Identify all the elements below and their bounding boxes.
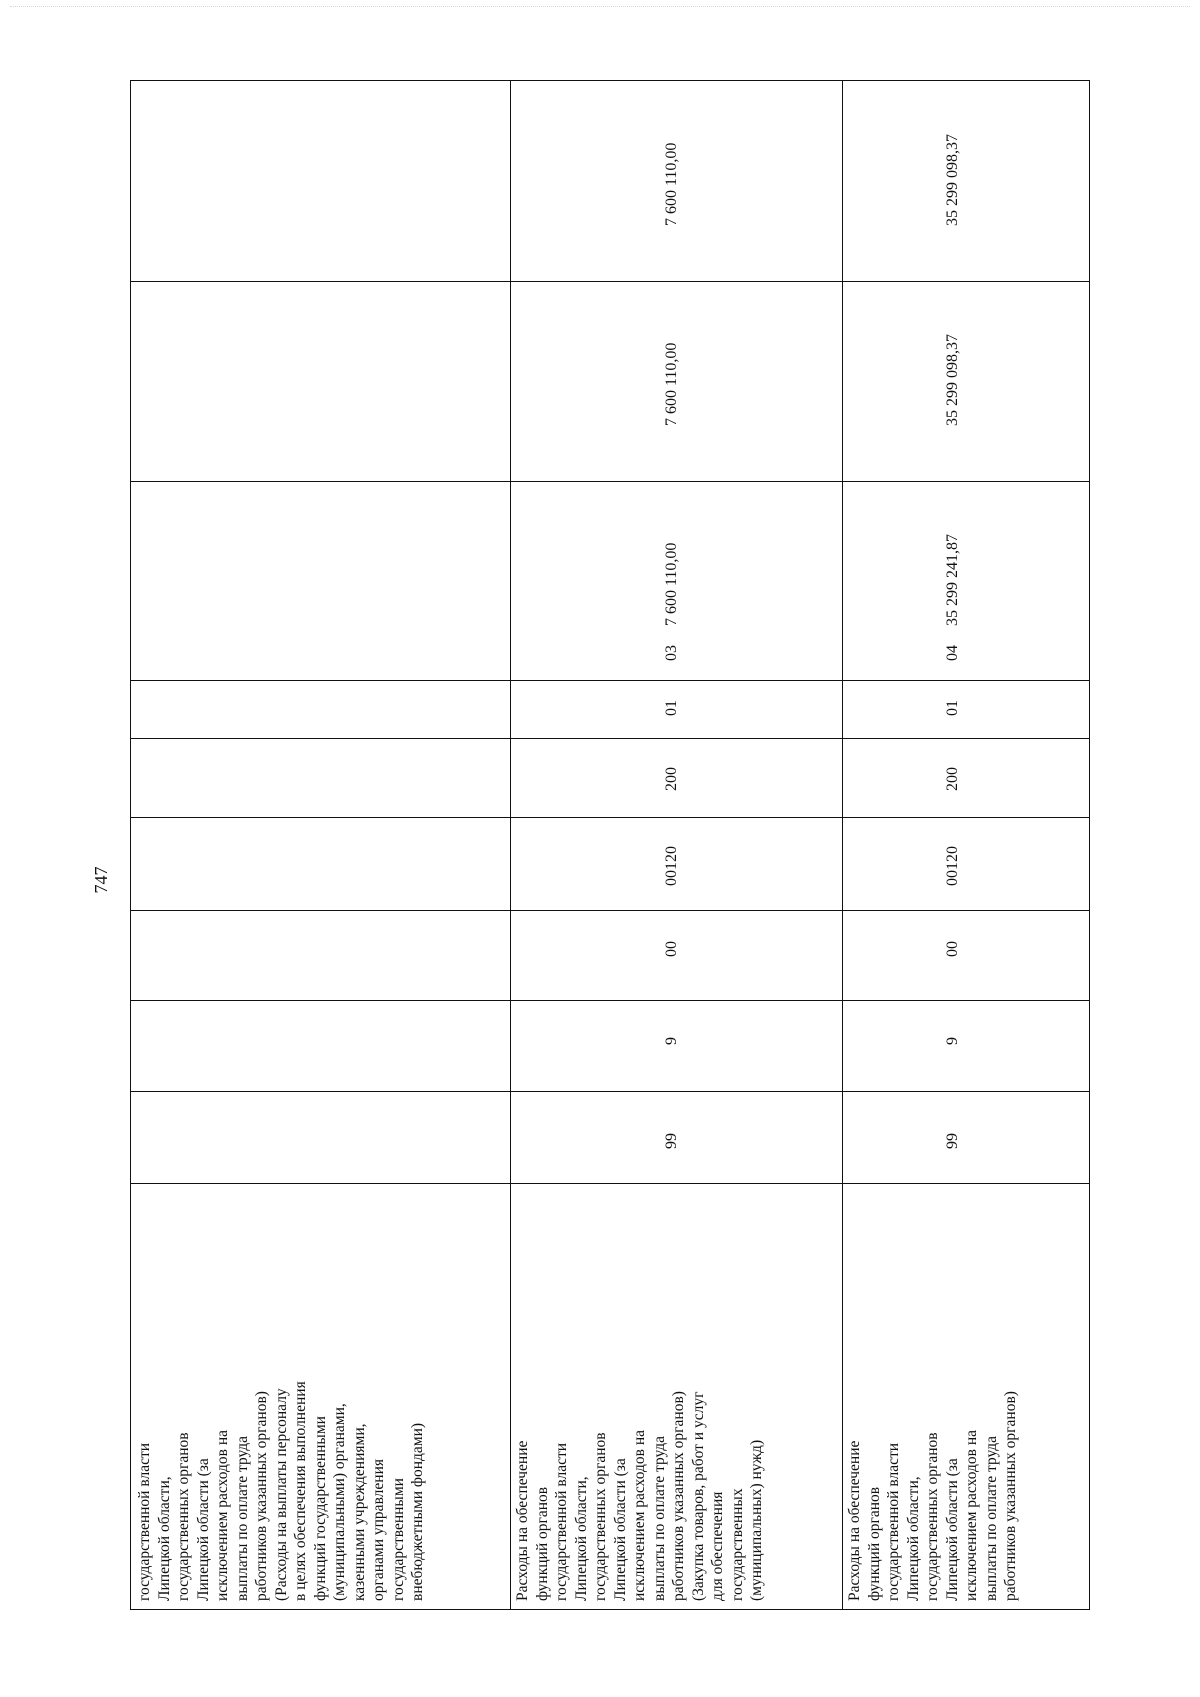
budget-table [130,80,1090,1610]
row-2-sum-3: 7 600 110,00 [663,142,680,226]
row-3-direction: 00 [944,941,961,957]
column-divider [131,1091,1089,1092]
column-divider [131,680,1089,681]
row-2-description: Расходы на обеспечение функций органов государственной власти Липецкой области, государственных органов Липецкой области (за исключением расходов на выплаты по оплате труда работников указанных органов) (Закупка товаров, работ и услуг для обеспечения государственных (муниципальных) нужд) [514,1391,765,1601]
column-divider [131,281,1089,282]
row-2-target: 00120 [663,846,680,886]
row-divider [842,81,843,1609]
row-3-program: 99 [944,1133,961,1149]
row-2-program: 99 [663,1133,680,1149]
page-number: 747 [91,866,111,894]
row-2-sum-2: 7 600 110,00 [663,342,680,426]
row-3-target: 00120 [944,846,961,886]
row-2-direction: 00 [663,941,680,957]
row-3-subsection: 04 [944,645,961,661]
row-2-sum-1: 7 600 110,00 [663,542,680,626]
row-3-description: Расходы на обеспечение функций органов государственной власти Липецкой области, государственных органов Липецкой области (за исключением расходов на выплаты по оплате труда работников указанных органов) [846,1391,1019,1601]
row-2-subsection: 03 [663,645,680,661]
row-3-sum-2: 35 299 098,37 [944,334,961,426]
column-divider [131,1000,1089,1001]
column-divider [131,817,1089,818]
row-divider [510,81,511,1609]
row-1-description: государственной власти Липецкой области, государственных органов Липецкой области (за исключением расходов на выплаты по оплате труда работников указанных органов) (Расходы на выплаты персоналу в целях обеспечения выполнения функций государственными (муниципальными) органами, казенными учреждениями, органами управления государственными внебюджетными фондами) [136,1381,426,1601]
row-2-expense-type: 200 [663,767,680,791]
column-divider [131,738,1089,739]
row-3-section: 01 [944,700,961,716]
scan-artifact-line [10,6,1190,11]
row-3-subprogram: 9 [944,1037,961,1045]
row-3-sum-1: 35 299 241,87 [944,534,961,626]
row-3-expense-type: 200 [944,767,961,791]
column-divider [131,1183,1089,1184]
column-divider [131,481,1089,482]
column-divider [131,910,1089,911]
row-2-section: 01 [663,700,680,716]
row-3-sum-3: 35 299 098,37 [944,134,961,226]
row-2-subprogram: 9 [663,1037,680,1045]
